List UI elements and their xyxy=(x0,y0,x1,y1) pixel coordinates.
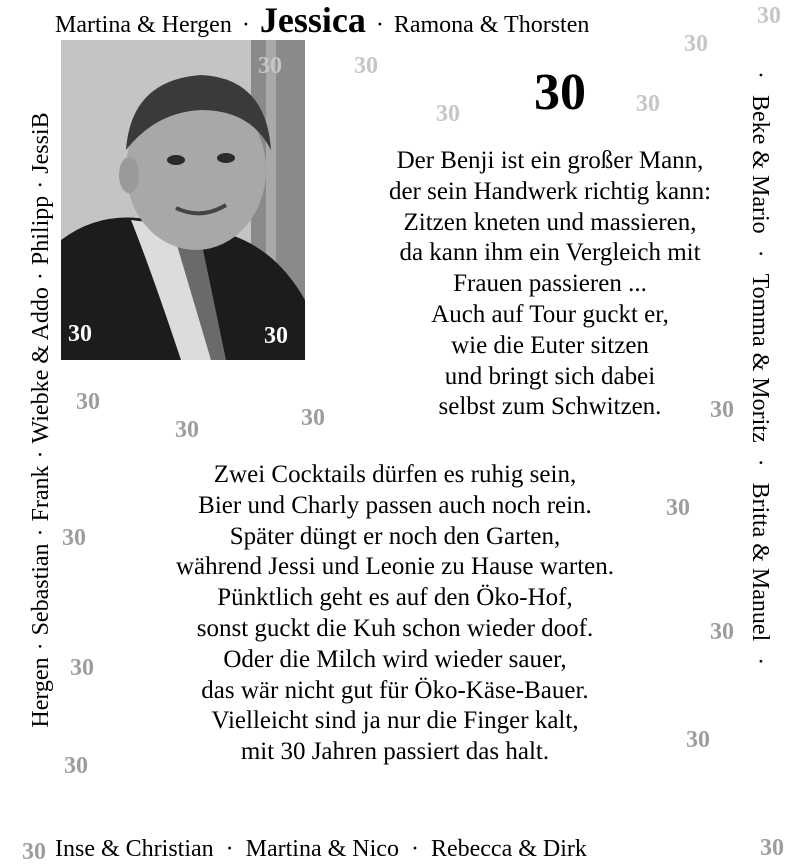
poem-line: das wär nicht gut für Öko-Käse-Bauer. xyxy=(201,676,589,704)
poem-upper xyxy=(330,146,770,423)
separator-dot: · xyxy=(747,657,773,666)
poem-line: während Jessi und Leonie zu Hause warten. xyxy=(175,553,615,581)
separator-dot: · xyxy=(747,71,773,79)
bottom-name-3: Rebecca & Dirk xyxy=(430,836,587,862)
poem-line: Zwei Cocktails dürfen es ruhig sein, xyxy=(213,461,577,488)
separator-dot: · xyxy=(241,12,250,38)
right-name-1: Beke & Mario xyxy=(747,95,773,234)
decor-30: 30 xyxy=(301,405,325,431)
decor-30: 30 xyxy=(686,727,710,753)
poem-line: selbst zum Schwitzen. xyxy=(438,393,662,421)
separator-dot: · xyxy=(28,180,54,189)
decor-30: 30 xyxy=(264,323,288,349)
left-name-5: Philipp xyxy=(28,195,54,266)
poem-lower xyxy=(100,460,690,768)
poem-line: Bier und Charly passen auch noch rein. xyxy=(198,491,592,519)
right-name-3: Britta & Manuel xyxy=(747,482,773,642)
decor-30: 30 xyxy=(684,31,708,57)
separator-dot: · xyxy=(747,249,773,258)
decor-30: 30 xyxy=(636,91,660,117)
poem-line: Der Benji ist ein großer Mann, xyxy=(396,147,704,174)
poem-line: Pünktlich geht es auf den Öko-Hof, xyxy=(217,584,573,612)
decor-30: 30 xyxy=(64,753,88,779)
separator-dot: · xyxy=(28,642,54,651)
left-name-4: Wiebke & Addo xyxy=(28,287,54,444)
decor-30: 30 xyxy=(258,53,282,79)
decor-30: 30 xyxy=(710,397,734,423)
honoree-name: Jessica xyxy=(259,0,366,40)
top-border-names xyxy=(55,0,755,40)
decor-30: 30 xyxy=(76,389,100,415)
separator-dot: · xyxy=(747,458,773,467)
poem-line: mit 30 Jahren passiert das halt. xyxy=(240,738,550,766)
bottom-name-2: Martina & Nico xyxy=(245,836,399,862)
decor-30: 30 xyxy=(70,655,94,681)
decor-30: 30 xyxy=(62,525,86,551)
portrait-illustration xyxy=(61,40,305,360)
decor-30: 30 xyxy=(354,53,378,79)
separator-dot: · xyxy=(28,528,54,537)
left-name-3: Frank xyxy=(28,465,54,522)
decor-30: 30 xyxy=(436,101,460,127)
decor-30: 30 xyxy=(666,495,690,521)
decor-30: 30 xyxy=(68,321,92,347)
right-name-2: Tomma & Moritz xyxy=(747,273,773,443)
poem-line: Später düngt er noch den Garten, xyxy=(229,522,561,550)
decor-30: 30 xyxy=(22,839,46,865)
bottom-border-names xyxy=(55,834,755,864)
poem-line: wie die Euter sitzen xyxy=(451,331,649,359)
separator-dot: · xyxy=(375,12,384,38)
bottom-name-1: Inse & Christian xyxy=(55,836,214,862)
portrait-photo xyxy=(61,40,305,360)
poem-line: der sein Handwerk richtig kann: xyxy=(388,177,712,205)
separator-dot: · xyxy=(28,450,54,459)
separator-dot: · xyxy=(410,836,419,862)
poem-line: Zitzen kneten und massieren, xyxy=(403,208,697,236)
left-name-2: Sebastian xyxy=(28,543,54,636)
poem-line: Frauen passieren ... xyxy=(453,270,647,298)
decor-30: 30 xyxy=(710,619,734,645)
top-name-1: Martina & Hergen xyxy=(55,12,232,38)
poem-line: Vielleicht sind ja nur die Finger kalt, xyxy=(211,707,579,735)
left-name-1: Hergen xyxy=(28,657,54,728)
title-age: 30 xyxy=(534,64,586,121)
left-name-6: JessiB xyxy=(28,112,54,174)
decor-30: 30 xyxy=(760,835,784,861)
poem-line: sonst guckt die Kuh schon wieder doof. xyxy=(196,614,594,642)
poem-line: Oder die Milch wird wieder sauer, xyxy=(223,645,567,673)
decor-30: 30 xyxy=(757,3,781,29)
poem-line: Auch auf Tour guckt er, xyxy=(431,300,669,328)
decor-30: 30 xyxy=(175,417,199,443)
poem-line: da kann ihm ein Vergleich mit xyxy=(399,239,701,267)
top-name-3: Ramona & Thorsten xyxy=(393,12,590,38)
poem-line: und bringt sich dabei xyxy=(444,362,656,390)
separator-dot: · xyxy=(28,272,54,281)
separator-dot: · xyxy=(225,836,234,862)
